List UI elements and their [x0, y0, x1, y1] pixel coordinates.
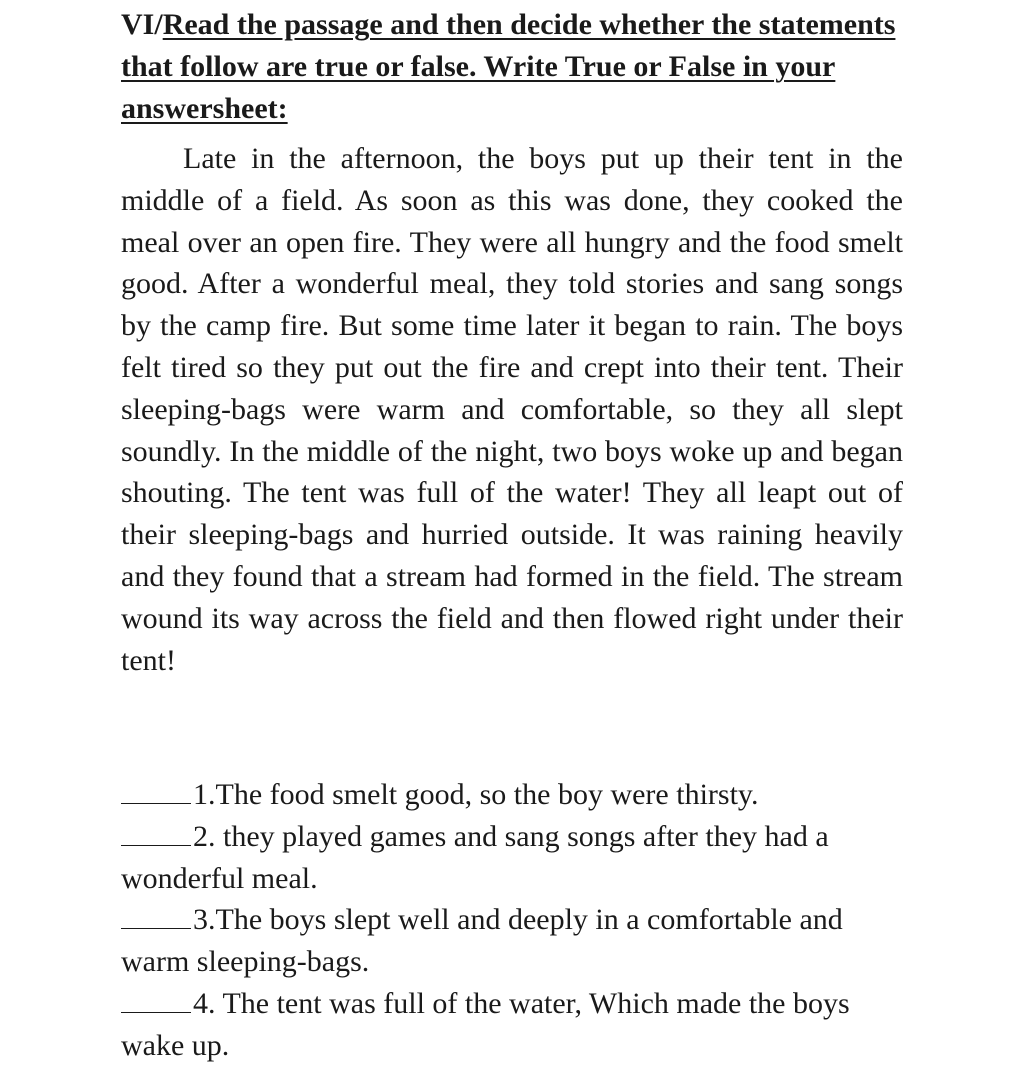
- statement-text: The tent was full of the water, Which made the boys wake up.: [121, 986, 850, 1062]
- statement-item: [121, 816, 911, 900]
- statement-item: [121, 983, 911, 1067]
- statement-text: The food smelt good, so the boy were thirsty.: [215, 778, 759, 811]
- exercise-instruction: Read the passage and then decide whether the statements that follow are true or false. Write True or False in your answersheet:: [121, 8, 896, 125]
- statement-number: 2.: [193, 819, 216, 853]
- answer-blank[interactable]: [121, 821, 191, 846]
- statement-item: [121, 899, 911, 983]
- statement-item: [121, 774, 911, 816]
- exercise-heading: [121, 4, 911, 130]
- answer-blank[interactable]: [121, 779, 191, 804]
- statement-list: [121, 774, 911, 1067]
- answer-blank[interactable]: [121, 988, 191, 1013]
- statement-text: they played games and sang songs after they had a wonderful meal.: [121, 819, 829, 895]
- statement-number: 3.: [193, 903, 216, 937]
- reading-passage: Late in the afternoon, the boys put up their tent in the middle of a field. As soon as this was done, they cooked the meal over an open fire. They were all hungry and the food smelt good. After a wonderful meal, they told stories and sang songs by the camp fire. But some time later it began to rain. The boys felt tired so they put out the fire and crept into their tent. Their sleeping-bags were warm and comfortable, so they all slept soundly. In the middle of the night, two boys woke up and began shouting. The tent was full of the water! They all leapt out of their sleeping-bags and hurried outside. It was raining heavily and they found that a stream had formed in the field. The stream wound its way across the field and then flowed right under their tent!: [121, 142, 903, 677]
- statement-text: The boys slept well and deeply in a comfortable and warm sleeping-bags.: [121, 903, 843, 979]
- answer-blank[interactable]: [121, 904, 191, 929]
- exercise-number: VI/: [121, 8, 163, 41]
- statement-number: 1.: [193, 778, 216, 811]
- statement-number: 4.: [193, 986, 216, 1020]
